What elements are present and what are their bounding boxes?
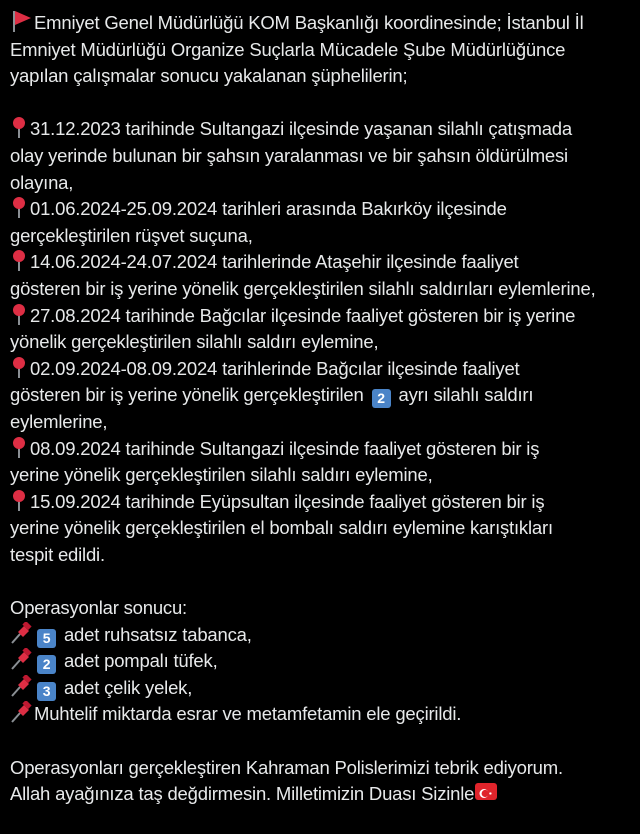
keycap-number-icon: 2 xyxy=(37,655,56,674)
keycap-number-icon: 5 xyxy=(37,629,56,648)
result-item: 2 adet pompalı tüfek, xyxy=(10,648,638,675)
incident-item: 01.06.2024-25.09.2024 tarihleri arasında Bakırköy ilçesinde gerçekleştirilen rüşvet suçuna, xyxy=(10,198,507,246)
pushpin-icon xyxy=(10,701,32,723)
incident-item: 14.06.2024-24.07.2024 tarihlerinde Ataşehir ilçesinde faaliyet gösteren bir iş yerine yönelik gerçekleştirilen silahlı saldırıları eylemlerine, xyxy=(10,251,596,299)
incident-item: 31.12.2023 tarihinde Sultangazi ilçesinde yaşanan silahlı çatışmada olay yerinde bulunan bir şahsın yaralanması ve bir şahsın öldürülmesi olayına, xyxy=(10,118,572,193)
round-pushpin-icon xyxy=(10,249,28,271)
turkey-flag-icon xyxy=(475,783,497,800)
round-pushpin-icon xyxy=(10,356,28,378)
triangular-flag-icon xyxy=(10,10,32,32)
keycap-number-icon: 3 xyxy=(37,682,56,701)
pushpin-icon xyxy=(10,622,32,644)
round-pushpin-icon xyxy=(10,116,28,138)
pushpin-icon xyxy=(10,675,32,697)
pushpin-icon xyxy=(10,648,32,670)
results-section xyxy=(10,595,638,728)
round-pushpin-icon xyxy=(10,489,28,511)
result-item: Muhtelif miktarda esrar ve metamfetamin ele geçirildi. xyxy=(10,701,638,728)
incident-item: 02.09.2024-08.09.2024 tarihlerinde Bağcılar ilçesinde faaliyet gösteren bir iş yerine yönelik gerçekleştirilen 2 ayrı silahlı saldırı eylemlerine, xyxy=(10,357,534,432)
result-item: 3 adet çelik yelek, xyxy=(10,675,638,702)
closing-paragraph: Operasyonları gerçekleştiren Kahraman Polislerimizi tebrik ediyorum. Allah ayağınıza taş değdirmesin. Milletimizin Duası Sizinle xyxy=(10,756,563,805)
post-text xyxy=(10,10,638,808)
result-item: 5 adet ruhsatsız tabanca, xyxy=(10,622,638,649)
incident-item: 08.09.2024 tarihinde Sultangazi ilçesinde faaliyet gösteren bir iş yerine yönelik gerçekleştirilen silahlı saldırı eylemine, xyxy=(10,437,540,486)
intro-paragraph: Emniyet Genel Müdürlüğü KOM Başkanlığı koordinesinde; İstanbul İl Emniyet Müdürlüğü Organize Suçlarla Mücadele Şube Müdürlüğünce yapılan çalışmalar sonucu yakalanan şüphelilerin; xyxy=(10,12,584,87)
results-heading: Operasyonlar sonucu: xyxy=(10,597,187,619)
round-pushpin-icon xyxy=(10,196,28,218)
incident-item: 15.09.2024 tarihinde Eyüpsultan ilçesinde faaliyet gösteren bir iş yerine yönelik gerçekleştirilen el bombalı saldırı eylemine karıştıkları tespit edildi. xyxy=(10,490,553,565)
round-pushpin-icon xyxy=(10,436,28,458)
incident-item: 27.08.2024 tarihinde Bağcılar ilçesinde faaliyet gösteren bir iş yerine yönelik gerçekleştirilen silahlı saldırı eylemine, xyxy=(10,304,576,353)
keycap-number-icon: 2 xyxy=(372,389,391,408)
round-pushpin-icon xyxy=(10,303,28,325)
